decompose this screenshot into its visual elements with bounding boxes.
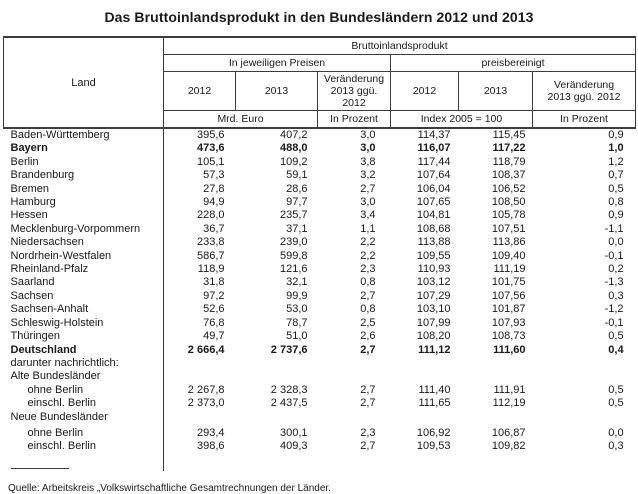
table-footer-spacer	[4, 454, 636, 471]
row-value: 106,92	[416, 426, 451, 439]
row-value: 116,07	[417, 142, 451, 155]
gdp-table	[3, 36, 636, 471]
footnote-rule	[11, 468, 69, 469]
row-label: Hessen	[4, 209, 164, 222]
row-value: 599,8	[279, 249, 308, 262]
header-year-2013-real: 2013	[459, 72, 533, 111]
row-value: 106,87	[491, 426, 526, 439]
row-value: -1,2	[604, 303, 624, 316]
row-value: 0,3	[608, 440, 624, 453]
row-value: 99,9	[286, 289, 308, 302]
row-value: 117,44	[417, 155, 451, 168]
table-row	[4, 169, 636, 182]
row-value: 0,3	[608, 289, 624, 302]
row-value: 409,3	[279, 440, 308, 453]
row-value: 2 437,5	[270, 397, 308, 410]
header-change-real	[533, 72, 636, 111]
row-label: Berlin	[4, 156, 164, 169]
row-value: 103,10	[416, 303, 451, 316]
row-value: 3,8	[360, 155, 376, 168]
row-value: 112,19	[492, 397, 526, 410]
row-value: 109,82	[491, 440, 526, 453]
row-value: 233,8	[196, 236, 225, 249]
row-value: 97,2	[203, 289, 225, 302]
row-value: 111,12	[418, 343, 451, 356]
row-value: 0,0	[608, 236, 624, 249]
row-value: 293,4	[196, 426, 225, 439]
row-label: Rheinland-Pfalz	[4, 263, 164, 276]
row-value: 108,20	[416, 330, 451, 343]
row-value: 2,6	[360, 330, 376, 343]
row-value: -0,1	[604, 249, 624, 262]
row-value	[236, 370, 318, 383]
row-value: 0,5	[608, 397, 624, 410]
table-row	[4, 183, 636, 196]
row-value: 49,7	[203, 330, 225, 343]
header-price-adjusted: preisbereinigt	[391, 55, 636, 72]
row-value: 51,0	[286, 330, 308, 343]
row-value: 101,75	[491, 276, 526, 289]
row-value: 108,73	[491, 330, 526, 343]
row-value: 113,88	[417, 236, 451, 249]
row-value: 2,3	[360, 426, 376, 439]
row-value: 107,99	[416, 316, 451, 329]
table-row	[4, 303, 636, 316]
row-value: 111,19	[493, 263, 526, 276]
table-row	[4, 142, 636, 155]
header-change-line2: 2013 ggü. 2012	[330, 85, 378, 109]
row-value: 109,53	[416, 440, 451, 453]
row-value: 52,6	[203, 303, 225, 316]
table-header	[4, 37, 636, 128]
row-value	[236, 357, 318, 370]
row-value	[459, 411, 533, 424]
table-row	[4, 276, 636, 289]
row-value: 0,2	[608, 263, 624, 276]
row-value: 108,37	[491, 169, 526, 182]
row-value	[533, 411, 636, 424]
row-value: 0,8	[608, 196, 624, 209]
row-value	[459, 357, 533, 370]
row-value: 1,1	[360, 222, 376, 235]
row-value: 473,6	[196, 142, 225, 155]
table-row	[4, 424, 636, 440]
row-value	[391, 357, 459, 370]
row-value: 107,93	[491, 316, 526, 329]
row-value: 32,1	[286, 276, 308, 289]
row-value: 118,79	[492, 155, 526, 168]
row-value: 31,8	[203, 276, 225, 289]
row-value: 3,2	[360, 169, 376, 182]
row-label: Bremen	[4, 183, 164, 196]
row-value: -1,3	[604, 276, 624, 289]
row-label: Sachsen	[4, 290, 164, 303]
row-value: 0,0	[608, 426, 624, 439]
row-label: Bayern	[4, 142, 164, 155]
row-value: -1,1	[604, 222, 624, 235]
row-value: 239,0	[279, 236, 308, 249]
footnote-rule-cell	[4, 454, 164, 471]
table-body	[4, 128, 636, 471]
table-row	[4, 236, 636, 249]
row-label: darunter nachrichtlich:	[4, 357, 164, 370]
row-value: 111,40	[418, 383, 451, 396]
row-value: 395,6	[196, 129, 225, 141]
row-value	[391, 370, 459, 383]
row-value: 0,5	[608, 182, 624, 195]
row-value: 109,55	[416, 249, 451, 262]
row-value: 111,65	[418, 397, 451, 410]
table-row	[4, 250, 636, 263]
header-change-line2: 2013 ggü. 2012	[547, 91, 621, 103]
row-value: 113,86	[492, 236, 526, 249]
row-value: 118,9	[197, 263, 225, 276]
row-label: Sachsen-Anhalt	[4, 303, 164, 316]
row-value: 59,1	[286, 169, 308, 182]
row-value: 2,2	[360, 249, 376, 262]
header-change-nominal	[318, 72, 391, 111]
row-value: 3,0	[360, 129, 376, 141]
row-label: ohne Berlin	[4, 384, 164, 397]
header-change-line1: Veränderung	[553, 79, 615, 91]
row-value: 0,5	[608, 383, 624, 396]
row-value	[391, 411, 459, 424]
row-value: 2,7	[360, 397, 376, 410]
row-value: 111,60	[493, 343, 526, 356]
header-change-line1: Veränderung	[323, 73, 385, 85]
row-value: 37,1	[286, 222, 308, 235]
row-value: 107,64	[416, 169, 451, 182]
table-row	[4, 384, 636, 397]
row-value: 2,3	[360, 263, 376, 276]
header-year-2012-real: 2012	[391, 72, 459, 111]
row-value	[318, 357, 391, 370]
row-value: 3,0	[360, 196, 376, 209]
row-value: 103,12	[416, 276, 451, 289]
row-value: 0,4	[608, 343, 624, 356]
row-value: 97,7	[286, 196, 308, 209]
row-value	[533, 370, 636, 383]
row-value: 76,8	[203, 316, 225, 329]
table-row	[4, 440, 636, 453]
table-row	[4, 196, 636, 209]
row-value: 105,1	[196, 155, 225, 168]
row-label: Brandenburg	[4, 169, 164, 182]
row-value: 2,7	[360, 289, 376, 302]
row-value: 117,22	[492, 142, 526, 155]
row-value: 106,04	[416, 182, 451, 195]
row-value: 0,8	[360, 276, 376, 289]
row-label: Baden-Württemberg	[4, 128, 164, 142]
row-value	[164, 370, 236, 383]
row-value: 110,93	[417, 263, 451, 276]
table-row	[4, 370, 636, 383]
row-value: 398,6	[196, 440, 225, 453]
row-value: 2,2	[360, 236, 376, 249]
row-value: 107,51	[491, 222, 526, 235]
table-row	[4, 290, 636, 303]
table-row	[4, 344, 636, 357]
row-value: 0,8	[360, 303, 376, 316]
table-row	[4, 411, 636, 424]
row-value: 300,1	[279, 426, 308, 439]
row-value	[318, 370, 391, 383]
row-label: Saarland	[4, 276, 164, 289]
row-value: 107,65	[416, 196, 451, 209]
row-label: ohne Berlin	[4, 424, 164, 440]
row-value: 109,2	[279, 155, 308, 168]
row-value	[459, 370, 533, 383]
row-value: 27,8	[203, 182, 225, 195]
row-value	[533, 357, 636, 370]
header-unit-mrd-euro: Mrd. Euro	[164, 111, 318, 129]
row-value: 94,9	[203, 196, 225, 209]
source-note: Quelle: Arbeitskreis „Volkswirtschaftliche Gesamtrechnungen der Länder.	[8, 482, 331, 494]
row-value: 2,5	[360, 316, 376, 329]
header-group-gdp: Bruttoinlandsprodukt	[164, 37, 636, 55]
row-value: 2,7	[360, 343, 376, 356]
row-value	[164, 357, 236, 370]
row-value: 36,7	[203, 222, 225, 235]
table-row	[4, 357, 636, 370]
row-value: 57,3	[203, 169, 225, 182]
header-year-2013-nominal: 2013	[236, 72, 318, 111]
table-row	[4, 223, 636, 236]
header-current-prices: In jeweiligen Preisen	[164, 55, 391, 72]
row-value: 3,4	[360, 209, 376, 222]
row-value: 104,81	[416, 209, 451, 222]
row-value: 105,78	[491, 209, 526, 222]
row-value: 109,40	[491, 249, 526, 262]
row-value: 407,2	[279, 129, 308, 141]
header-land: Land	[4, 37, 164, 128]
row-value	[318, 411, 391, 424]
row-label: Neue Bundesländer	[4, 411, 164, 424]
row-label: Hamburg	[4, 196, 164, 209]
row-value: 586,7	[196, 249, 225, 262]
header-unit-percent-real: In Prozent	[533, 111, 636, 129]
page-title: Das Bruttoinlandsprodukt in den Bundesländern 2012 und 2013	[104, 9, 534, 25]
row-value: 107,56	[491, 289, 526, 302]
row-value: 2,7	[360, 440, 376, 453]
spacer-cell	[164, 454, 636, 471]
row-value: 28,6	[286, 182, 308, 195]
row-value: 115,45	[492, 129, 526, 141]
row-value: 2 666,4	[187, 343, 225, 356]
row-value: 0,7	[608, 169, 624, 182]
table-row	[4, 156, 636, 169]
row-label: Thüringen	[4, 330, 164, 343]
row-label: Schleswig-Holstein	[4, 317, 164, 330]
row-value: 2 328,3	[270, 383, 308, 396]
row-value: 2,7	[360, 383, 376, 396]
row-value: 111,91	[493, 383, 526, 396]
row-value: 101,87	[491, 303, 526, 316]
header-year-2012-nominal: 2012	[164, 72, 236, 111]
table-row	[4, 209, 636, 222]
row-value	[236, 411, 318, 424]
row-value: 0,5	[608, 330, 624, 343]
row-value: 108,50	[491, 196, 526, 209]
table-row	[4, 317, 636, 330]
row-value: 2 737,6	[270, 343, 308, 356]
table-row	[4, 330, 636, 343]
row-value: 0,9	[608, 209, 624, 222]
table-row	[4, 263, 636, 276]
row-value: 2 267,8	[187, 383, 225, 396]
row-value: 1,2	[608, 155, 624, 168]
row-value: 235,7	[279, 209, 308, 222]
row-value: 108,68	[416, 222, 451, 235]
row-value: 53,0	[286, 303, 308, 316]
header-unit-percent-nominal: In Prozent	[318, 111, 391, 129]
row-value: 121,6	[279, 263, 308, 276]
row-value: 106,52	[491, 182, 526, 195]
row-label: Deutschland	[4, 344, 164, 357]
row-value: 488,0	[279, 142, 308, 155]
row-label: einschl. Berlin	[4, 397, 164, 410]
table-row	[4, 397, 636, 410]
row-label: Niedersachsen	[4, 236, 164, 249]
row-value: 228,0	[196, 209, 225, 222]
row-value	[164, 411, 236, 424]
row-value: 2,7	[360, 182, 376, 195]
row-value: 0,9	[608, 129, 624, 141]
row-value: 107,29	[416, 289, 451, 302]
row-label: Alte Bundesländer	[4, 370, 164, 383]
row-value: 2 373,0	[187, 397, 225, 410]
row-value: 1,0	[608, 142, 624, 155]
row-label: Mecklenburg-Vorpommern	[4, 223, 164, 236]
table-row	[4, 128, 636, 142]
row-value: 78,7	[286, 316, 308, 329]
row-value: 114,37	[417, 129, 451, 141]
row-value: -0,1	[604, 316, 624, 329]
header-unit-index: Index 2005 = 100	[391, 111, 533, 129]
row-label: einschl. Berlin	[4, 440, 164, 453]
row-value: 3,0	[360, 142, 376, 155]
row-label: Nordrhein-Westfalen	[4, 250, 164, 263]
